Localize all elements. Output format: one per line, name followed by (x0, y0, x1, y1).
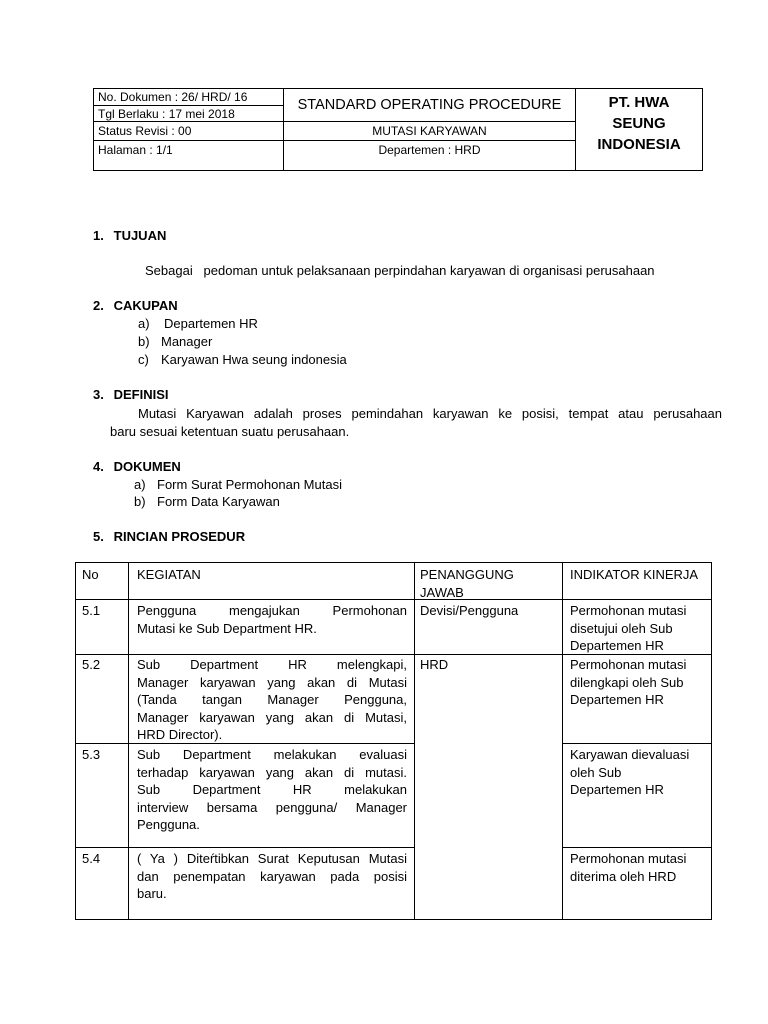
kegiatan-line: Pengguna mengajukan Permohonan (137, 603, 407, 618)
column-header-indikator: INDIKATOR KINERJA (570, 567, 699, 582)
list-letter: b) (134, 494, 146, 509)
section-title: DOKUMEN (113, 459, 181, 474)
indikator-line: disetujui oleh Sub (570, 620, 673, 636)
row-kegiatan (137, 850, 407, 903)
list-letter: b) (138, 334, 150, 349)
company-name-line: SEUNG (612, 115, 666, 132)
indikator-line: Permohonan mutasi (570, 657, 687, 672)
row-number: 5.1 (82, 603, 101, 618)
section-title: RINCIAN PROSEDUR (113, 529, 246, 544)
kegiatan-line: Sub Department melakukan evaluasi (137, 747, 407, 762)
company-column (576, 89, 702, 170)
row-indikator (570, 746, 689, 799)
section-title: DEFINISI (113, 387, 169, 402)
column-header-no: No (82, 567, 99, 582)
section-title: TUJUAN (113, 228, 167, 243)
procedure-table (75, 562, 712, 920)
row-indikator (570, 656, 686, 709)
section-number: 2. (93, 298, 104, 313)
table-grid-line (414, 563, 415, 919)
kegiatan-line: (Tanda tangan Manager Pengguna, (137, 692, 407, 707)
list-text: Karyawan Hwa seung indonesia (161, 352, 347, 367)
table-grid-line (76, 847, 414, 848)
kegiatan-line: Pengguna. (137, 817, 200, 832)
table-grid-line (562, 847, 711, 848)
list-item (134, 493, 280, 511)
section-heading-dokumen (93, 458, 181, 476)
kegiatan-line: Mutasi ke Sub Department HR. (137, 620, 317, 636)
table-grid-line (562, 743, 711, 744)
document-header-table (93, 88, 703, 171)
doc-number: No. Dokumen : 26/ HRD/ 16 (94, 89, 283, 106)
row-indikator (570, 850, 686, 885)
list-text: Form Data Karyawan (157, 494, 280, 509)
row-kegiatan (137, 656, 407, 744)
document-subject: MUTASI KARYAWAN (284, 122, 575, 141)
section-number: 4. (93, 459, 104, 474)
column-header-penanggung-jawab (420, 566, 514, 601)
company-name (576, 92, 702, 155)
indikator-line: Departemen HR (570, 782, 664, 797)
kegiatan-line: Manager karyawan yang akan di Mutasi (137, 674, 407, 690)
kegiatan-line: interview bersama pengguna/ Manager (137, 799, 407, 815)
document-meta-column (94, 89, 284, 170)
company-name-line: INDONESIA (597, 136, 681, 153)
table-grid-line (562, 563, 563, 919)
indikator-line: Permohonan mutasi (570, 603, 687, 618)
company-name-line: PT. HWA (608, 94, 670, 111)
kegiatan-line: dan penempatan karyawan pada posisi (137, 868, 407, 884)
list-letter: a) (134, 477, 146, 492)
header-line: PENANGGUNG (420, 567, 514, 582)
definisi-text-line: Mutasi Karyawan adalah proses pemindahan karyawan ke posisi, tempat atau perusahaan (138, 406, 722, 421)
list-item (138, 333, 212, 351)
row-number: 5.4 (82, 851, 101, 866)
indikator-line: oleh Sub (570, 764, 622, 780)
column-header-kegiatan: KEGIATAN (137, 567, 201, 582)
table-grid-line (76, 599, 711, 600)
section-number: 5. (93, 529, 104, 544)
indikator-line: Departemen HR (570, 692, 664, 707)
section-number: 1. (93, 228, 104, 243)
row-kegiatan (137, 602, 407, 637)
tujuan-text: Sebagai pedoman untuk pelaksanaan perpindahan karyawan di organisasi perusahaan (145, 263, 655, 278)
section-heading-tujuan (93, 227, 166, 245)
row-kegiatan (137, 746, 407, 834)
row-penanggung-jawab: Devisi/Pengguna (420, 603, 519, 618)
kegiatan-line: Manager karyawan yang akan di Mutasi, (137, 709, 407, 725)
kegiatan-line: Sub Department HR melengkapi, (137, 657, 407, 672)
kegiatan-line: ( Ya ) Diteŕtibkan Surat Keputusan Mutasi (137, 851, 407, 866)
row-indikator (570, 602, 686, 655)
document-title: STANDARD OPERATING PROCEDURE (284, 89, 575, 122)
section-heading-rincian (93, 528, 245, 546)
indikator-line: Karyawan dievaluasi (570, 747, 690, 762)
list-letter: c) (138, 352, 149, 367)
list-item (138, 315, 258, 333)
list-text: Form Surat Permohonan Mutasi (157, 477, 342, 492)
section-title: CAKUPAN (113, 298, 178, 313)
document-department: Departemen : HRD (378, 143, 481, 157)
header-line: JAWAB (420, 584, 464, 600)
table-grid-line (128, 563, 129, 919)
list-text: Departemen HR (164, 316, 258, 331)
valid-date: Tgl Berlaku : 17 mei 2018 (94, 106, 283, 122)
row-penanggung-jawab: HRD (420, 657, 449, 672)
section-number: 3. (93, 387, 104, 402)
kegiatan-line: terhadap karyawan yang akan di mutasi. (137, 764, 407, 780)
kegiatan-line: HRD Director). (137, 727, 223, 742)
list-item (134, 476, 342, 494)
kegiatan-line: Sub Department HR melakukan (137, 782, 407, 797)
definisi-text-line: baru sesuai ketentuan suatu perusahaan. (110, 424, 350, 439)
indikator-line: dilengkapi oleh Sub (570, 674, 684, 690)
section-heading-cakupan (93, 297, 178, 315)
list-item (138, 351, 347, 369)
document-title-column (284, 89, 576, 170)
section-heading-definisi (93, 386, 169, 404)
list-text: Manager (161, 334, 213, 349)
row-number: 5.3 (82, 747, 101, 762)
indikator-line: Departemen HR (570, 638, 664, 653)
indikator-line: diterima oleh HRD (570, 868, 677, 884)
revision-status: Status Revisi : 00 (94, 122, 283, 141)
indikator-line: Permohonan mutasi (570, 851, 687, 866)
kegiatan-line: baru. (137, 886, 167, 901)
row-number: 5.2 (82, 657, 101, 672)
list-letter: a) (138, 316, 150, 331)
page-number: Halaman : 1/1 (98, 143, 173, 157)
